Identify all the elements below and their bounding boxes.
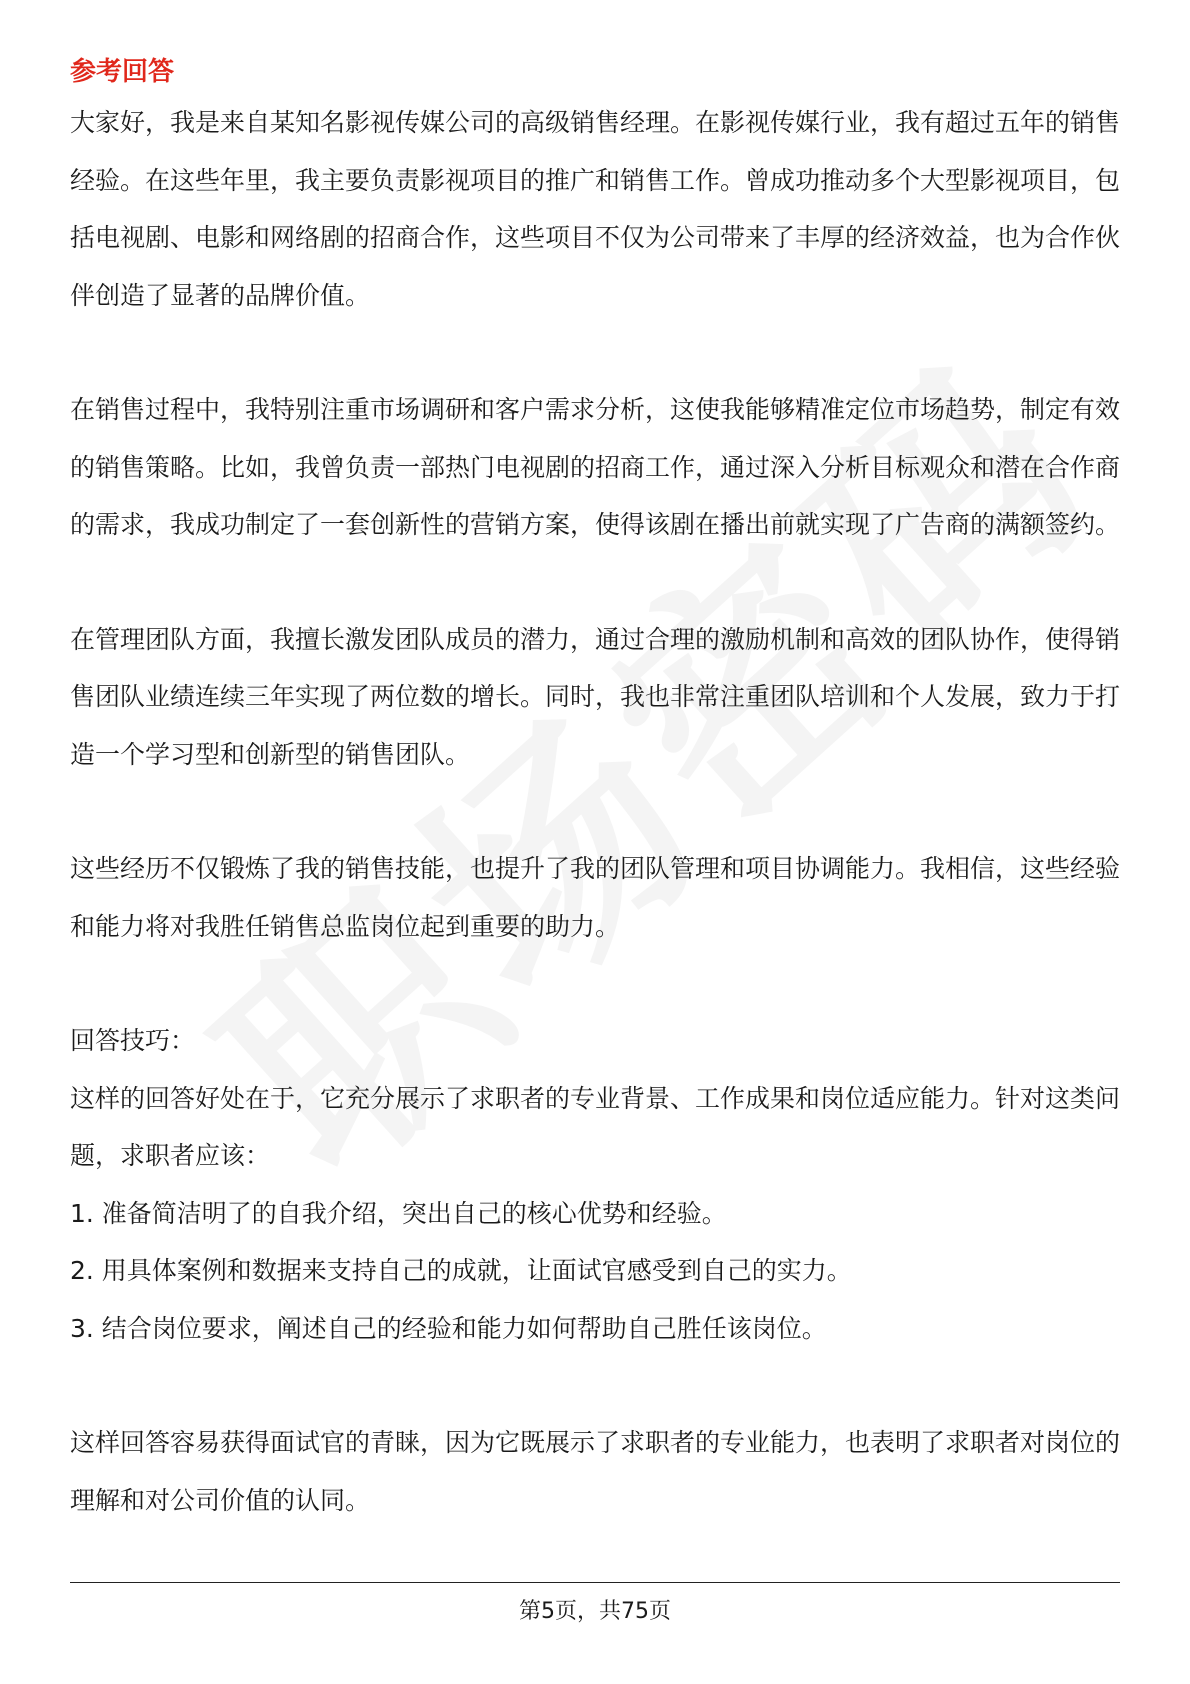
tips-intro: 这样的回答好处在于，它充分展示了求职者的专业背景、工作成果和岗位适应能力。针对这类问题，求职者应该：	[70, 1083, 1121, 1170]
page-content	[70, 50, 1120, 1529]
paragraph-team-management: 在管理团队方面，我擅长激发团队成员的潜力，通过合理的激励机制和高效的团队协作，使得销售团队业绩连续三年实现了两位数的增长。同时，我也非常注重团队培训和个人发展，致力于打造一个学习型和创新型的销售团队。	[70, 624, 1121, 769]
paragraph-summary: 这些经历不仅锻炼了我的销售技能，也提升了我的团队管理和项目协调能力。我相信，这些经验和能力将对我胜任销售总监岗位起到重要的助力。	[70, 854, 1121, 941]
footer-divider	[70, 1582, 1120, 1583]
section-heading: 参考回答	[70, 57, 175, 87]
paragraph-gap	[70, 324, 1120, 381]
paragraph-gap	[70, 955, 1120, 1012]
tips-list-item: 1. 准备简洁明了的自我介绍，突出自己的核心优势和经验。	[70, 1198, 727, 1228]
tips-list-item: 3. 结合岗位要求，阐述自己的经验和能力如何帮助自己胜任该岗位。	[70, 1313, 827, 1343]
paragraph-gap	[70, 783, 1120, 840]
tips-conclusion: 这样回答容易获得面试官的青睐，因为它既展示了求职者的专业能力，也表明了求职者对岗位的理解和对公司价值的认同。	[70, 1428, 1121, 1515]
page-number: 第5页，共75页	[519, 1599, 671, 1624]
paragraph-gap	[70, 554, 1120, 611]
tips-list-item: 2. 用具体案例和数据来支持自己的成就，让面试官感受到自己的实力。	[70, 1256, 852, 1285]
paragraph-intro: 大家好，我是来自某知名影视传媒公司的高级销售经理。在影视传媒行业，我有超过五年的销售经验。在这些年里，我主要负责影视项目的推广和销售工作。曾成功推动多个大型影视项目，包括电视剧、电影和网络剧的招商合作，这些项目不仅为公司带来了丰厚的经济效益，也为合作伙伴创造了显著的品牌价值。	[70, 108, 1121, 310]
paragraph-sales-process: 在销售过程中，我特别注重市场调研和客户需求分析，这使我能够精准定位市场趋势，制定有效的销售策略。比如，我曾负责一部热门电视剧的招商工作，通过深入分析目标观众和潜在合作商的需求，我成功制定了一套创新性的营销方案，使得该剧在播出前就实现了广告商的满额签约。	[70, 395, 1121, 539]
tips-label: 回答技巧：	[70, 1026, 196, 1055]
paragraph-gap	[70, 1357, 1120, 1414]
